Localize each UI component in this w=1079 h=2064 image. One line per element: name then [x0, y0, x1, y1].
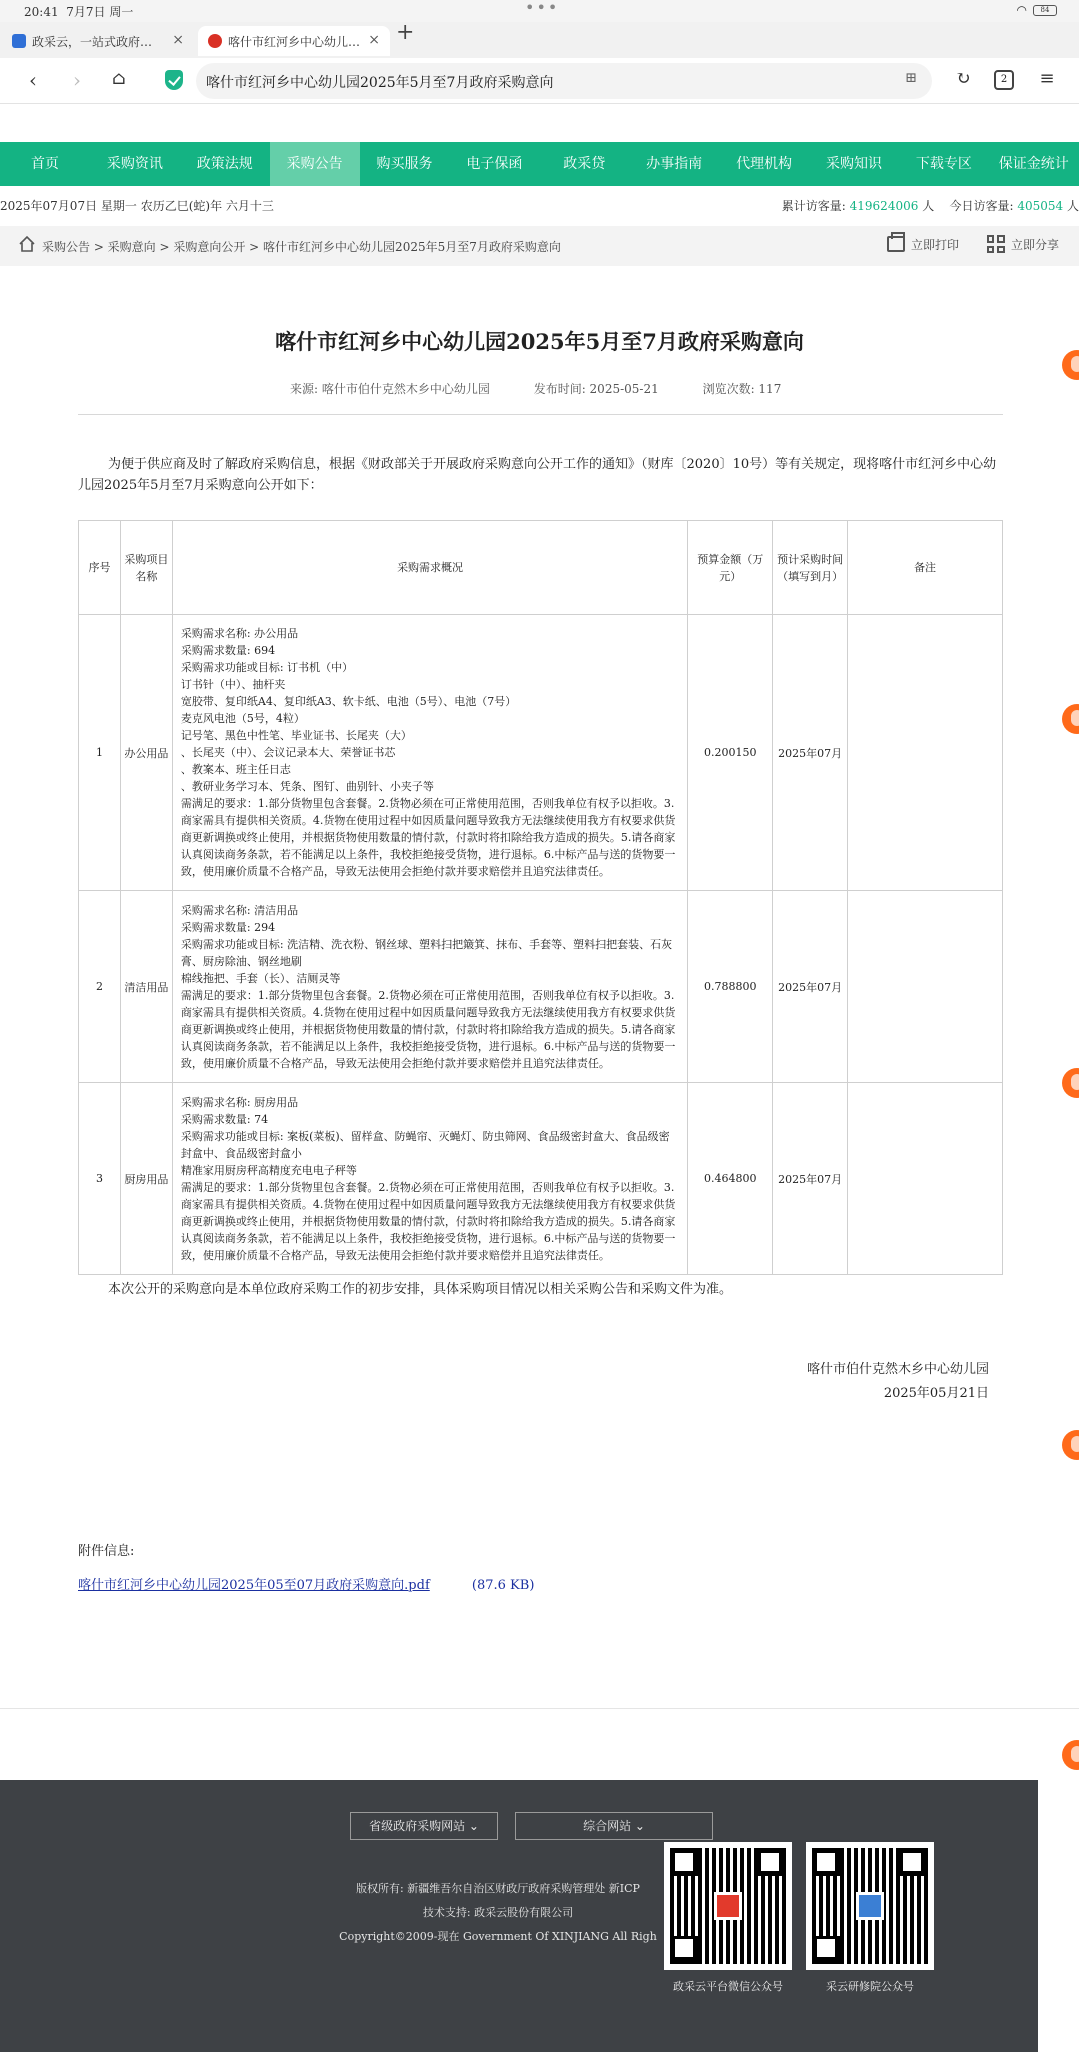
- col-header-desc: 采购需求概况: [172, 521, 687, 615]
- browser-tab-bar: [0, 22, 1079, 58]
- row-desc: 采购需求名称: 清洁用品 采购需求数量: 294 采购需求功能或目标: 洗洁精、洗衣粉、钢丝球、塑料扫把簸箕、抹布、手套等、塑料扫把套装、石灰膏、厨房除油、钢丝地刷 棉线拖把、手套（长）、洁厕灵等 需满足的要求：1.部分货物里包含套餐。2.货物必须在可正常使用范围，否则我单位有权予以拒收。3.商家需具有提供相关资质。4.货物在使用过程中如因质量问题导致我方无法继续使用我方有权要求供货商更新调换或终止使用，并根据货物使用数量的情付款，付款时将扣除给我方造成的损失。5.请各商家认真阅读商务条款，若不能满足以上条件，我校拒绝接受货物，进行退标。6.中标产品与送的货物要一致，使用廉价质量不合格产品，导致无法使用会拒绝付款并要求赔偿并且追究法律责任。: [172, 891, 687, 1083]
- breadcrumb[interactable]: 采购公告 > 采购意向 > 采购意向公开 > 喀什市红河乡中心幼儿园2025年5月至7月政府采购意向: [42, 240, 561, 254]
- nav-deposit[interactable]: 保证金统计: [998, 156, 1069, 172]
- provincial-sites-select[interactable]: 省级政府采购网站 ⌄: [350, 1812, 498, 1840]
- floating-hot-icon[interactable]: [1062, 1430, 1079, 1460]
- footer: [0, 1780, 1038, 2052]
- close-icon[interactable]: ×: [368, 32, 380, 48]
- table-row: [79, 1083, 1003, 1275]
- nav-home[interactable]: 首页: [30, 156, 59, 172]
- attachment-size: (87.6 KB): [471, 1578, 535, 1593]
- intro-paragraph: 为便于供应商及时了解政府采购信息，根据《财政部关于开展政府采购意向公开工作的通知》（财库〔2020〕10号）等有关规定，现将喀什市红河乡中心幼儿园2025年5月至7月采购意向公开如下：: [78, 457, 997, 493]
- article-views: 浏览次数: 117: [702, 382, 782, 396]
- nav-loan[interactable]: 政采贷: [563, 156, 606, 172]
- academy-qr-code: [806, 1842, 934, 1970]
- menu-icon[interactable]: ≡: [1039, 68, 1055, 89]
- home-icon[interactable]: [18, 235, 36, 253]
- footer-divider: [0, 1708, 1079, 1709]
- row-no: 1: [79, 615, 121, 891]
- row-desc: 采购需求名称: 办公用品 采购需求数量: 694 采购需求功能或目标: 订书机（中） 订书针（中）、抽杆夹 宽胶带、复印纸A4、复印纸A3、软卡纸、电池（5号）、电池（7号） 麦克风电池（5号，4粒） 记号笔、黑色中性笔、毕业证书、长尾夹（大） 、长尾夹（中）、会议记录本大、荣誉证书芯 、教案本、班主任日志 、教研业务学习本、凭条、图钉、曲别针、小夹子等 需满足的要求：1.部分货物里包含套餐。2.货物必须在可正常使用范围，否则我单位有权予以拒收。3.商家需具有提供相关资质。4.货物在使用过程中如因质量问题导致我方无法继续使用我方有权要求供货商更新调换或终止使用，并根据货物使用数量的情付款，付款时将扣除给我方造成的损失。5.请各商家认真阅读商务条款，若不能满足以上条件，我校拒绝接受货物，进行退标。6.中标产品与送的货物要一致，使用廉价质量不合格产品，导致无法使用会拒绝付款并要求赔偿并且追究法律责任。: [172, 615, 687, 891]
- wifi-icon: ◠: [1016, 3, 1027, 17]
- article-publish-time: 发布时间: 2025-05-21: [533, 382, 659, 396]
- print-button[interactable]: 立即打印: [887, 235, 959, 253]
- footer-copyright: 版权所有: 新疆维吾尔自治区财政厅政府采购管理处 新ICP: [356, 1882, 640, 1895]
- visitor-stats: 累计访客量: 419624006 人 今日访客量: 405054 人: [781, 199, 1079, 213]
- qr1-caption: 政采云平台微信公众号: [673, 1980, 783, 1993]
- status-right: [1017, 3, 1057, 17]
- row-budget: 0.788800: [688, 891, 773, 1083]
- row-time: 2025年07月: [773, 891, 848, 1083]
- qr2-caption: 采云研修院公众号: [826, 1980, 914, 1993]
- attachment-row: [78, 1574, 534, 1593]
- tab-zcy[interactable]: [2, 26, 194, 56]
- nav-guarantee[interactable]: 电子保函: [466, 156, 523, 172]
- nav-guide[interactable]: 办事指南: [646, 156, 703, 172]
- today-visitors: 405054: [1017, 199, 1064, 213]
- academy-logo-icon: [856, 1892, 884, 1920]
- nav-announcements[interactable]: 采购公告: [270, 142, 360, 186]
- new-tab-plus-icon[interactable]: +: [396, 20, 415, 45]
- zcy-logo-icon: [714, 1892, 742, 1920]
- nav-downloads[interactable]: 下载专区: [915, 156, 972, 172]
- nav-services[interactable]: 购买服务: [376, 156, 433, 172]
- floating-hot-icon[interactable]: [1062, 1740, 1079, 1770]
- article-meta: [290, 380, 821, 397]
- row-time: 2025年07月: [773, 1083, 848, 1275]
- row-note: [848, 1083, 1003, 1275]
- attachment-label: 附件信息:: [78, 1544, 135, 1559]
- sign-date: 2025年05月21日: [883, 1386, 989, 1401]
- article-source: 来源: 喀什市伯什克然木乡中心幼儿园: [290, 382, 490, 396]
- row-no: 2: [79, 891, 121, 1083]
- col-header-time: 预计采购时间（填写到月）: [773, 521, 848, 615]
- close-icon[interactable]: ×: [172, 32, 184, 48]
- title-divider: [78, 414, 1003, 415]
- main-nav: [0, 142, 1079, 186]
- breadcrumb-row: [0, 226, 1079, 266]
- table-row: [79, 891, 1003, 1083]
- emblem-favicon-icon: [208, 34, 222, 48]
- row-no: 3: [79, 1083, 121, 1275]
- tab-label: 政采云，一站式政府…: [32, 35, 153, 49]
- integrated-sites-select[interactable]: 综合网站 ⌄: [515, 1812, 713, 1840]
- current-date: 2025年07月07日 星期一 农历乙巳(蛇)年 六月十三: [0, 199, 274, 213]
- security-shield-icon: [165, 70, 183, 90]
- footer-support: 技术支持: 政采云股份有限公司: [422, 1906, 574, 1919]
- sign-organization: 喀什市伯什克然木乡中心幼儿园: [806, 1362, 989, 1377]
- reload-icon[interactable]: ↻: [955, 68, 971, 89]
- nav-agencies[interactable]: 代理机构: [736, 156, 793, 172]
- url-input[interactable]: 喀什市红河乡中心幼儿园2025年5月至7月政府采购意向: [196, 63, 932, 99]
- col-header-budget: 预算金额（万元）: [688, 521, 773, 615]
- row-budget: 0.200150: [688, 615, 773, 891]
- attachment-link[interactable]: 喀什市红河乡中心幼儿园2025年05至07月政府采购意向.pdf: [78, 1578, 430, 1593]
- wechat-qr-code: [664, 1842, 792, 1970]
- total-visitors: 419624006: [849, 199, 919, 213]
- col-header-no: 序号: [79, 521, 121, 615]
- share-button[interactable]: 立即分享: [987, 235, 1059, 253]
- signature-block: [807, 1358, 989, 1406]
- tab-count-button[interactable]: 2: [994, 70, 1014, 90]
- nav-policy[interactable]: 政策法规: [196, 156, 253, 172]
- back-arrow-icon[interactable]: ‹: [29, 68, 37, 92]
- page-actions: [887, 235, 1059, 253]
- nav-knowledge[interactable]: 采购知识: [825, 156, 882, 172]
- row-note: [848, 615, 1003, 891]
- closing-paragraph: 本次公开的采购意向是本单位政府采购工作的初步安排，具体采购项目情况以相关采购公告和采购文件为准。: [108, 1282, 733, 1297]
- row-desc: 采购需求名称: 厨房用品 采购需求数量: 74 采购需求功能或目标: 案板(菜板)、留样盒、防蝇帘、灭蝇灯、防虫筛网、食品级密封盒大、食品级密封盒中、食品级密封盒小 精准家用厨房秤高精度充电电子秤等 需满足的要求：1.部分货物里包含套餐。2.货物必须在可正常使用范围，否则我单位有权予以拒收。3.商家需具有提供相关资质。4.货物在使用过程中如因质量问题导致我方无法继续使用我方有权要求供货商更新调换或终止使用，并根据货物使用数量的情付款，付款时将扣除给我方造成的损失。5.请各商家认真阅读商务条款，若不能满足以上条件，我校拒绝接受货物，进行退标。6.中标产品与送的货物要一致，使用廉价质量不合格产品，导致无法使用会拒绝付款并要求赔偿并且追究法律责任。: [172, 1083, 687, 1275]
- bookmark-icon[interactable]: ⊞: [905, 70, 917, 86]
- col-header-note: 备注: [848, 521, 1003, 615]
- row-name: 办公用品: [120, 615, 172, 891]
- tab-label: 喀什市红河乡中心幼儿…: [228, 35, 361, 49]
- battery-icon: 84: [1033, 5, 1057, 16]
- floating-hot-icon[interactable]: [1062, 350, 1079, 380]
- floating-hot-icon[interactable]: [1062, 1068, 1079, 1098]
- home-icon[interactable]: ⌂: [112, 68, 126, 89]
- col-header-name: 采购项目名称: [120, 521, 172, 615]
- zcy-favicon-icon: [12, 34, 26, 48]
- row-note: [848, 891, 1003, 1083]
- qr-code-icon: [987, 235, 1005, 253]
- status-time: 20:41 7月7日 周一: [24, 5, 134, 19]
- floating-hot-icon[interactable]: [1062, 704, 1079, 734]
- table-row: [79, 615, 1003, 891]
- footer-copyright-en: Copyright©2009-现在 Government Of XINJIANG All Righ: [339, 1930, 657, 1943]
- row-time: 2025年07月: [773, 615, 848, 891]
- nav-news[interactable]: 采购资讯: [106, 156, 163, 172]
- printer-icon: [887, 236, 905, 252]
- status-bar: [0, 0, 1079, 22]
- page-title: 喀什市红河乡中心幼儿园2025年5月至7月政府采购意向: [275, 329, 804, 354]
- table-header-row: [79, 521, 1003, 615]
- row-budget: 0.464800: [688, 1083, 773, 1275]
- row-name: 清洁用品: [120, 891, 172, 1083]
- status-dots: •••: [525, 0, 560, 17]
- forward-arrow-icon[interactable]: ›: [73, 68, 81, 92]
- procurement-table: [78, 520, 1003, 1275]
- address-bar: [0, 58, 1079, 104]
- info-bar: [0, 188, 1079, 218]
- row-name: 厨房用品: [120, 1083, 172, 1275]
- tab-current[interactable]: [198, 26, 390, 56]
